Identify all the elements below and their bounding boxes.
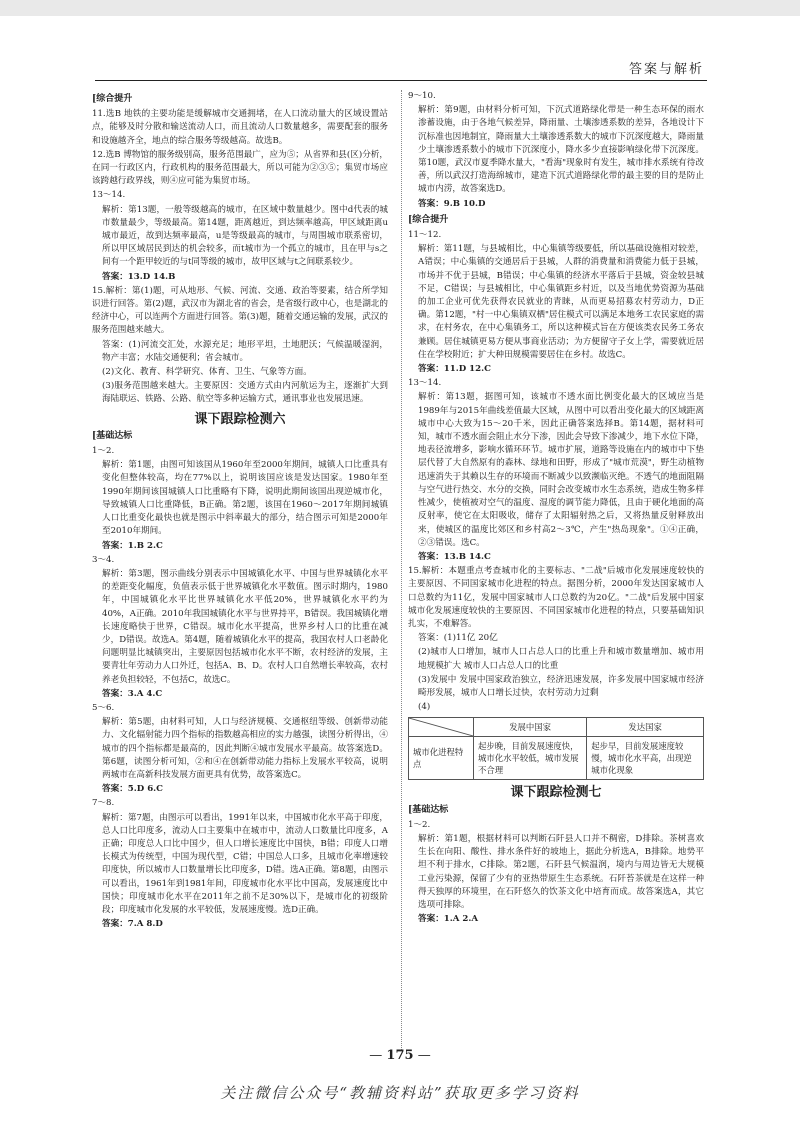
answer-line: (2)文化、教育、科学研究、体育、卫生、气象等方面。 (102, 367, 312, 378)
section-heading: [ 基础达标 (408, 804, 704, 817)
section-heading: [ 综合提升 (92, 93, 388, 106)
answer-line: 答案：1.A 2.A (418, 914, 479, 925)
answer-line: 答案：3.A 4.C (102, 688, 163, 699)
answer-line: 答案：(1)河流交汇处，水源充足；地形平坦，土地肥沃；气候温暖湿润，物产丰富；水陆交通便利；省会城市。 (102, 339, 388, 363)
answer-line: 答案：9.B 10.D (418, 198, 486, 209)
column-divider (401, 90, 402, 1050)
question-range: 7～8. (92, 798, 115, 809)
footer-handwritten-note: 关注微信公众号“教辅资料站”获取更多学习资料 (220, 1084, 580, 1102)
answer-line: 答案：1.B 2.C (102, 540, 163, 551)
question-range: 3～4. (92, 554, 115, 565)
answer-line: 答案：13.B 14.C (418, 551, 491, 562)
analysis-paragraph: 解析：第1题，由图可知该国从1960年至2000年期间，城镇人口比重具有变化但整体较高，均在77%以上，说明该国应该是发达国家。1980年至1990年期间该国城镇人口比重略有下降，说明此期间该国出现逆城市化，导致城镇人口比重降低，B正确。第2题，该国在1960～2017年期间城镇人口比重变化最快也就是图示中斜率最大的部分，结合图示可知是2000年至2010年期间。 (102, 460, 388, 537)
answer-line: 答案：(1)11亿 20亿 (418, 633, 498, 644)
analysis-paragraph: 解析：第11题，与县城相比，中心集镇等级要低，所以基础设施相对较差，A错误；中心集镇的交通居后于县城，人群的消费量和消费能力低于县城，市场并不优于县城，B错误；中心集镇的经济水平落后于县城，资金较县城不足，C错误；与县城相比，中心集镇距乡村近，以及当地优势资源为基础的加工企业可优先获得农民就业的青睐，从而更易招募农村劳动力，D正确。第12题，"村一中心集镇双栖"居住模式可以满足本地务工农民家庭的需求，在村务农，在中心集镇务工，所以这种模式旨在方便该类农民务工务农兼顾。居住城镇更易方便从事商业活动；为方便留守子女上学，需要就近居住在学校附近；扩大种田规模需要居住在乡村。故选C。 (418, 244, 704, 360)
answer-paragraph: 11.选B 地铁的主要功能是缓解城市交通拥堵，在人口流动量大的区域设置站点，能够及时分散和输送流动人口，而且流动人口数量越多，需要配套的服务和设施越齐全，地点的综合服务等级越高。故选B。 (92, 109, 388, 146)
header-title: 答案与解析 (628, 62, 704, 77)
table-corner-cell (409, 718, 474, 737)
analysis-paragraph: 15.解析：第(1)题，可从地形、气候、河流、交通、政治等要素，结合所学知识进行回答。第(2)题，武汉市为湖北省的省会，是省级行政中心，也是湖北的经济中心，可以连两个方面进行回答。第(3)题，随着交通运输的发展，武汉的服务范围越来越大。 (92, 285, 388, 336)
question-range: 1～2. (408, 819, 431, 830)
analysis-paragraph: 解析：第13题，一般等级越高的城市，在区域中数量越少。图中d代表的城市数量最少，等级最高。第14题，距离越近，到达频率越高，甲区域距离u城市最近，故到达频率最高，u是等级最高的城市，与周围城市联系密切，所以甲区域居民到达的机会较多，而t城市为一个孤立的城市，且在甲与s之间有一个距甲较近的与t同等级的城市，故甲区域与t之间联系较少。 (102, 204, 388, 268)
answer-line: (3)发展中 发展中国家政治独立，经济迅速发展，许多发展中国家城市经济畸形发展，城市人口增长过快，农村劳动力过剩 (418, 674, 704, 698)
question-range: 1～2. (92, 446, 115, 457)
analysis-paragraph: 解析：第3题，图示曲线分别表示中国城镇化水平、中国与世界城镇化水平的差距变化幅度，负值表示低于世界城镇化水平数值。图示时期内，1980年，中国城镇化水平比世界城镇化水平低20%，世界城镇化水平约为40%，A正确。2010年我国城镇化水平与世界持平，B错误。我国城镇化增长速度略快于世界，C错误。城市化水平提高，世界乡村人口的比重在减少，D错误。故选A。第4题，随着城镇化水平的提高，我国农村人口老龄化问题明显比城镇突出，主要原因包括城市化水平不断，农村经济的发展，主要青壮年劳动力人口外迁，包括A、B、D。农村人口自然增长率较高，农村养老负担较轻，不包括C，故选C。 (102, 568, 388, 685)
comparison-table (408, 717, 704, 780)
table-header-cell: 发达国家 (587, 718, 704, 737)
page-number-text: — 175 — (369, 1048, 430, 1063)
answer-line: 答案：5.D 6.C (102, 784, 164, 795)
table-row-label: 城市化进程特点 (409, 737, 474, 780)
question-range: 5～6. (92, 702, 115, 713)
answer-line: (4) (418, 702, 431, 713)
analysis-paragraph: 解析：第5题，由材料可知，人口与经济规模、交通枢纽等级、创新带动能力、文化辐射能力四个指标的指数越高相应的实力越强，读图分析得出，④城市的四个指标都是最高的，因此判断④城市发展水平最高。故答案选D。第6题，读图分析可知，②和④在创新带动能力指标上发展水平较高，说明两城市在高新科技发展方面更具有优势，故答案选C。 (102, 717, 388, 780)
table-cell: 起步早，目前发展速度较慢，城市化水平高，出现逆城市化现象 (587, 737, 704, 780)
answer-line: 答案：13.D 14.B (102, 271, 176, 282)
analysis-paragraph: 解析：第13题，据图可知，该城市不透水面比例变化最大的区域应当是1989年与2015年曲线差值最大区域，从图中可以看出变化最大的区域距离城市中心大致为15～20千米，因此正确答案选择B。第14题，据材料可知，城市不透水面会阻止水分下渗，因此会导致下渗减少，地下水位下降，地表径流增多，影响水循环环节。城市扩展，道路等设施在内的城市中下垫层代替了大自然原有的森林、绿地和田野，形成了"城市荒漠"，野生动植物迅速消失于其赖以生存的环境而不断减少以致濒临灭绝。不透气的地面阻隔与空气进行热交、水分的交换，同时会改变城市水生态系统，造成生物多样性减少，使植被对空气的温度、湿度的调节能力降低，且由于硬化地面的高反射率，使它在太阳吸收，储存了太阳辐射热之后，又将热量反射释放出来，使城区的温度比郊区和乡村高2～3℃，产生"热岛现象"。①④正确，②③错误。选C。 (418, 392, 704, 548)
question-range: 13～14. (408, 378, 442, 389)
answer-line: (2)城市人口增加，城市人口占总人口的比重上升和城市数量增加、城市用地规模扩大 城市人口占总人口的比重 (418, 647, 704, 671)
right-column (408, 90, 704, 927)
section-title: 课下跟踪检测六 (194, 411, 286, 427)
section-heading: [ 综合提升 (408, 214, 704, 227)
analysis-paragraph: 解析：第1题，根据材料可以判断石阡县人口并不稠密，D排除。茶树喜欢生长在向阳、酸性、排水条件好的坡地上，据此分析选A，B排除。地势平坦不利于排水，C排除。第2题，石阡县气候温润，境内与周边皆无大规模工业污染源，保留了少有的亚热带原生生态系统。石阡苔茶就是在这样一种得天独厚的环境里，在石阡悠久的饮茶文化中培育而成。故答案选A，其它选项可排除。 (418, 833, 704, 910)
answer-line: (3)服务范围越来越大。主要原因：交通方式由内河航运为主，逐渐扩大到海陆联运、铁路、公路、航空等多种运输方式，通讯事业也发展迅速。 (102, 381, 388, 405)
table-cell: 起步晚，目前发展速度快，城市化水平较低，城市发展不合理 (474, 737, 587, 780)
table-header-cell: 发展中国家 (474, 718, 587, 737)
page-number (0, 1048, 800, 1063)
analysis-paragraph: 15.解析：本题重点考查城市化的主要标志、"二战"后城市化发展速度较快的主要原因、不同国家城市化进程的特点。据图分析，2000年发达国家城市人口总数约为11亿，发展中国家城市人口总数约为20亿。"二战"后发展中国家城市化发展速度较快的主要原因、不同国家城市化进程的特点，只要基础知识扎实，不难解答。 (408, 566, 704, 629)
header-rule (95, 80, 707, 81)
section-title: 课下跟踪检测七 (510, 785, 602, 801)
question-range: 11～12. (408, 230, 442, 241)
section-heading: [ 基础达标 (92, 430, 388, 443)
answer-paragraph: 12.选B 博物馆的服务级别高，服务范围最广，应为⑤；从省界和县(区)分析，在同一行政区内，行政机构的服务范围最大，所以可能为②③⑤；集贸市场应该跨越行政界线，则④应可能为集贸市场。 (92, 149, 388, 187)
question-range: 9～10. (408, 91, 436, 101)
question-range: 13～14. (92, 190, 126, 201)
answer-line: 答案：11.D 12.C (418, 364, 491, 375)
analysis-paragraph: 解析：第9题，由材料分析可知，下沉式道路绿化带是一种生态环保的雨水渗蓄设施，由于各地气候差异，降雨量、土壤渗透系数的差异，各地设计下沉标准也因地制宜，降雨量大土壤渗透系数大的城市下沉深度越大，降雨量少土壤渗透系数小的城市下沉深度小，降水多少直接影响绿化带下沉深度。第10题，武汉市夏季降水量大，"看海"现象时有发生，城市排水系统有待改善，所以武汉打造海绵城市，建造下沉式道路绿化带的最主要的目的是防止城市内涝，故答案选D。 (418, 105, 704, 195)
diagonal-line-icon (409, 718, 473, 736)
analysis-paragraph: 解析：第7题，由图示可以看出，1991年以来，中国城市化水平高于印度，总人口比印度多，流动人口主要集中在城市中，流动人口数量比印度多，A正确；印度总人口比中国少，但人口增长速度比中国快，B错；印度人口增长模式为传统型，中国为现代型，C错；中国总人口多，且城市化率增速较印度快，所以城市人口数量增长比印度多，D错。选A正确。第8题，由图示可以看出，1961年到1981年间，印度城市化水平比中国高，发展速度比中国快；印度城市化水平在2011年之前不足30%以下，是城市化的初级阶段；印度城市化发展的水平较低，发展速度慢。选D正确。 (102, 812, 388, 915)
left-column (92, 90, 388, 932)
answer-line: 答案：7.A 8.D (102, 919, 163, 930)
top-scan-band (0, 0, 800, 16)
